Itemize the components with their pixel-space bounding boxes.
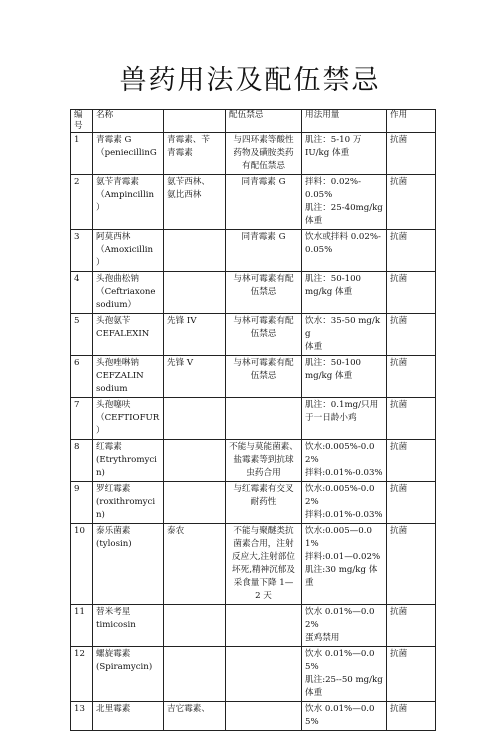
cell-incompatibility: 与红霉素有交叉 耐药性 xyxy=(226,482,302,524)
cell-alias: 先锋 V xyxy=(164,356,226,398)
cell-dosage: 饮水:0.005%-0.02% 拌料:0.01%-0.03% xyxy=(302,440,387,482)
cell-name: 头孢氨苄 CEFALEXIN xyxy=(93,314,164,356)
cell-number: 9 xyxy=(71,482,93,524)
table-row xyxy=(71,133,436,175)
cell-effect: 抗菌 xyxy=(387,133,436,175)
cell-alias xyxy=(164,647,226,702)
cell-dosage: 肌注：50-100 mg/kg 体重 xyxy=(302,356,387,398)
cell-name: 阿莫西林 （Amoxicillin ） xyxy=(93,230,164,272)
cell-dosage: 饮水 0.01%—0.05% xyxy=(302,702,387,731)
header-dosage: 用法用量 xyxy=(302,110,387,133)
cell-effect: 抗菌 xyxy=(387,314,436,356)
header-alias xyxy=(164,110,226,133)
cell-number: 5 xyxy=(71,314,93,356)
table-row xyxy=(71,175,436,230)
cell-incompatibility xyxy=(226,398,302,440)
table-row xyxy=(71,524,436,605)
cell-incompatibility: 与四环素等酸性 药物及磺胺类药 有配伍禁忌 xyxy=(226,133,302,175)
cell-dosage: 饮水:0.005%-0.02% 拌料:0.01%-0.03% xyxy=(302,482,387,524)
cell-dosage: 饮水或拌料 0.02%- 0.05% xyxy=(302,230,387,272)
cell-incompatibility: 与林可霉素有配 伍禁忌 xyxy=(226,356,302,398)
cell-dosage: 肌注：50-100 mg/kg 体重 xyxy=(302,272,387,314)
cell-effect: 抗菌 xyxy=(387,272,436,314)
cell-name: 头孢曲松钠 （Ceftriaxone sodium） xyxy=(93,272,164,314)
cell-incompatibility: 与林可霉素有配 伍禁忌 xyxy=(226,314,302,356)
cell-number: 13 xyxy=(71,702,93,731)
cell-incompatibility: 不能与聚醚类抗 菌素合用，注射 反应大,注射部位 坏死,精神沉郁及 采食量下降 1— 2 天 xyxy=(226,524,302,605)
cell-name: 罗红霉素 (roxithromycin) xyxy=(93,482,164,524)
cell-incompatibility: 与林可霉素有配 伍禁忌 xyxy=(226,272,302,314)
cell-effect: 抗菌 xyxy=(387,356,436,398)
cell-alias xyxy=(164,272,226,314)
cell-name: 氨苄青霉素 （Ampincillin ） xyxy=(93,175,164,230)
cell-dosage: 饮水 0.01%—0.02% 蛋鸡禁用 xyxy=(302,605,387,647)
cell-incompatibility: 同青霉素 G xyxy=(226,230,302,272)
table-row xyxy=(71,230,436,272)
cell-effect: 抗菌 xyxy=(387,482,436,524)
cell-alias xyxy=(164,440,226,482)
cell-effect: 抗菌 xyxy=(387,702,436,731)
cell-name: 螺旋霉素 (Spiramycin) xyxy=(93,647,164,702)
cell-number: 10 xyxy=(71,524,93,605)
table-row xyxy=(71,356,436,398)
cell-number: 7 xyxy=(71,398,93,440)
cell-alias: 氨苄西林、 氨比西林 xyxy=(164,175,226,230)
table-header-row xyxy=(71,110,436,133)
table-row xyxy=(71,605,436,647)
table-row xyxy=(71,702,436,731)
cell-effect: 抗菌 xyxy=(387,398,436,440)
cell-dosage: 拌料：0.02%- 0.05% 肌注：25-40mg/kg 体重 xyxy=(302,175,387,230)
cell-number: 6 xyxy=(71,356,93,398)
table-row xyxy=(71,398,436,440)
header-name: 名称 xyxy=(93,110,164,133)
table-row xyxy=(71,314,436,356)
cell-incompatibility: 同青霉素 G xyxy=(226,175,302,230)
cell-alias: 先锋 IV xyxy=(164,314,226,356)
document-title: 兽药用法及配伍禁忌 xyxy=(119,65,381,96)
cell-number: 2 xyxy=(71,175,93,230)
cell-number: 8 xyxy=(71,440,93,482)
cell-alias: 吉它霉素、 xyxy=(164,702,226,731)
cell-incompatibility xyxy=(226,605,302,647)
cell-dosage: 饮水：35-50 mg/kg 体重 xyxy=(302,314,387,356)
cell-dosage: 肌注：5-10 万 IU/kg 体重 xyxy=(302,133,387,175)
cell-dosage: 饮水:0.005—0.01% 拌料:0.01—0.02% 肌注:30 mg/kg 体重 xyxy=(302,524,387,605)
cell-effect: 抗菌 xyxy=(387,524,436,605)
table-row xyxy=(71,272,436,314)
cell-name: 泰乐菌素 (tylosin) xyxy=(93,524,164,605)
drug-table-body xyxy=(71,110,436,731)
cell-alias xyxy=(164,605,226,647)
header-effect: 作用 xyxy=(387,110,436,133)
cell-name: 头孢噻呋 （CEFTIOFUR ） xyxy=(93,398,164,440)
cell-effect: 抗菌 xyxy=(387,440,436,482)
header-incompatibility: 配伍禁忌 xyxy=(226,110,302,133)
cell-number: 1 xyxy=(71,133,93,175)
cell-dosage: 肌注：0.1mg/只用 于一日龄小鸡 xyxy=(302,398,387,440)
cell-alias xyxy=(164,482,226,524)
cell-effect: 抗菌 xyxy=(387,605,436,647)
cell-alias xyxy=(164,398,226,440)
cell-effect: 抗菌 xyxy=(387,647,436,702)
cell-number: 12 xyxy=(71,647,93,702)
header-number: 编号 xyxy=(71,110,93,133)
cell-alias: 泰农 xyxy=(164,524,226,605)
table-row xyxy=(71,440,436,482)
cell-name: 头孢唑啉钠 CEFZALIN sodium xyxy=(93,356,164,398)
cell-incompatibility xyxy=(226,647,302,702)
cell-dosage: 饮水 0.01%—0.05% 肌注:25--50 mg/kg 体重 xyxy=(302,647,387,702)
table-row xyxy=(71,482,436,524)
cell-name: 替米考星 timicosin xyxy=(93,605,164,647)
cell-incompatibility xyxy=(226,702,302,731)
cell-number: 11 xyxy=(71,605,93,647)
cell-number: 3 xyxy=(71,230,93,272)
cell-alias xyxy=(164,230,226,272)
cell-incompatibility: 不能与莫能菌素、 盐霉素等到抗球 虫药合用 xyxy=(226,440,302,482)
cell-name: 北里霉素 xyxy=(93,702,164,731)
cell-name: 青霉素 G （peniecillinG xyxy=(93,133,164,175)
cell-name: 红霉素 (Etrythromycin) xyxy=(93,440,164,482)
cell-alias: 青霉素、苄 青霉素 xyxy=(164,133,226,175)
cell-effect: 抗菌 xyxy=(387,230,436,272)
cell-number: 4 xyxy=(71,272,93,314)
drug-table xyxy=(70,109,436,731)
table-row xyxy=(71,647,436,702)
cell-effect: 抗菌 xyxy=(387,175,436,230)
